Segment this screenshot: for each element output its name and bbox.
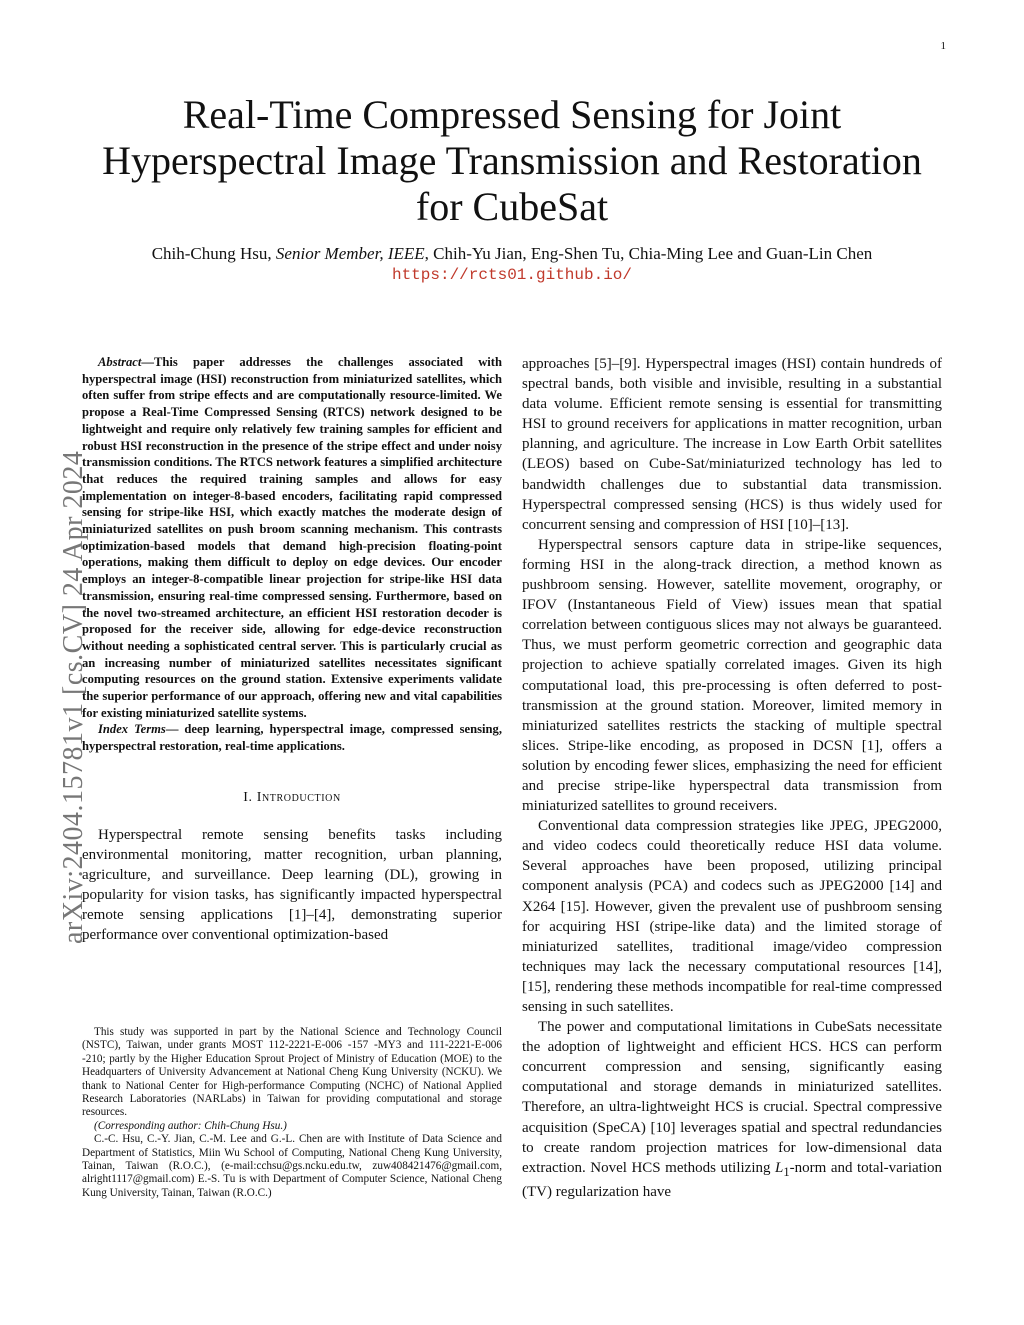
author-first: Chih-Chung Hsu, bbox=[151, 244, 276, 263]
right-column bbox=[522, 354, 942, 1202]
section-title: Introduction bbox=[256, 789, 341, 805]
abstract-text: —This paper addresses the challenges associated with hyperspectral image (HSI) reconstruction from miniaturized satellites, which often suffer from stripe effects and are computationally resource-limited. We propose a Real-Time Compressed Sensing (RTCS) network designed to be lightweight and require only relatively few training samples for efficient and robust HSI reconstruction in the presence of the stripe effect and under noisy transmission conditions. The RTCS network features a simplified architecture that reduces the required training samples and allows for easy implementation on integer-8-based encoders, facilitating rapid compressed sensing for stripe-like HSI, which exactly matches the moderate design of miniaturized satellites on push broom scanning mechanism. This contrasts optimization-based models that demand high-precision floating-point operations, making them difficult to deploy on edge devices. Our encoder employs an integer-8-compatible linear projection for stripe-like HSI data transmission, ensuring real-time compressed sensing. Furthermore, based on the novel two-streamed architecture, an efficient HSI restoration decoder is proposed for the receiver side, allowing for edge-device reconstruction without needing a sophisticated central server. This is particularly crucial as an increasing number of miniaturized satellites necessitates significant computing resources on the ground station. Extensive experiments validate the superior performance of our approach, offering new and vital capabilities for existing miniaturized satellite systems. bbox=[82, 355, 502, 720]
p4-tail: -norm and total-variation (TV) regularization have bbox=[522, 1159, 942, 1200]
author-list bbox=[60, 244, 964, 264]
body-paragraph-1: approaches [5]–[9]. Hyperspectral images (HSI) contain hundreds of spectral bands, both visible and invisible, resulting in a substantial data volume. Efficient remote sensing is essential for transmitting HSI to ground receivers for applications in matter recognition, urban planning, and agriculture. The increase in Low Earth Orbit satellites (LEOS) based on Cube-Sat/miniaturized technology has led to bandwidth challenges due to substantial data transmission. Hyperspectral compressed sensing (HCS) is thus widely used for concurrent sensing and compression of HSI [10]–[13]. bbox=[522, 356, 942, 533]
abstract bbox=[82, 354, 502, 721]
body-paragraph-2: Hyperspectral sensors capture data in stripe-like sequences, forming HSI in the along-track direction, a method known as pushbroom sensing. However, satellite movement, orography, or IFOV (Instantaneous Field of View) issues mean that spatial correlation between contiguous slices may not always be guaranteed. Thus, we must perform geometric correction and geographic data projection to achieve spatially correlated images. Given its high computational load, this pre-processing is often deferred to post-transmission at the ground station. Moreover, limited memory in miniaturized satellites restricts the stacking of multiple spectral slices. Stripe-like encoding, as proposed in DCSN [1], offers a solution by encoding fewer slices, emphasizing the need for efficient and precise stripe-like hyperspectral data transmission from miniaturized satellites to ground receivers. bbox=[522, 536, 942, 815]
project-url[interactable]: https://rcts01.github.io/ bbox=[391, 266, 633, 284]
section-heading bbox=[82, 788, 502, 808]
paper-title: Real-Time Compressed Sensing for Joint Hyperspectral Image Transmission and Restoration for CubeSat bbox=[102, 92, 922, 229]
author-role: Senior Member, IEEE bbox=[275, 244, 425, 263]
funding-note: This study was supported in part by the National Science and Technology Council (NSTC), Taiwan, under grants MOST 112-2221-E-006 -157 -MY3 and 111-2221-E-006 -210; partly by the Higher Education Sprout Project of Ministry of Education (MOE) to the Headquarters of University Advancement at National Cheng Kung University (NCKU). We thank to National Center for High-performance Computing (NCHC) of National Applied Research Laboratories (NARLabs) in Taiwan for providing computational and storage resources. bbox=[82, 1026, 502, 1119]
page-number: 1 bbox=[940, 40, 946, 52]
section-number: I. bbox=[243, 789, 257, 805]
author-rest: , Chih-Yu Jian, Eng-Shen Tu, Chia-Ming Lee and Guan-Lin Chen bbox=[424, 244, 873, 263]
affiliation-note: C.-C. Hsu, C.-Y. Jian, C.-M. Lee and G.-L. Chen are with Institute of Data Science and Department of Statistics, Miin Wu School of Computing, National Cheng Kung University, Tainan, Taiwan (R.O.C.), (e-mail:cchsu@gs.ncku.edu.tw, zuw408421476@gmail.com, alright1117@gmail.com) E.-S. Tu is with Department of Computer Science, National Cheng Kung University, Tainan, Taiwan (R.O.C.) bbox=[82, 1133, 502, 1199]
index-terms bbox=[82, 721, 502, 754]
intro-paragraph: Hyperspectral remote sensing benefits tasks including environmental monitoring, matter recognition, urban planning, agriculture, and surveillance. Deep learning (DL), growing in popularity for vision tasks, has significantly impacted hyperspectral remote sensing applications [1]–[4], demonstrating superior performance over conventional optimization-based bbox=[82, 826, 502, 944]
body-paragraph-3: Conventional data compression strategies like JPEG, JPEG2000, and video codecs could theoretically reduce HSI data volume. Several approaches have been proposed, utilizing principal component analysis (PCA) and codecs such as JPEG2000 [14] and X264 [15]. However, given the prevalent use of pushbroom sensing for acquiring HSI (stripe-like data) and the limited storage of miniaturized satellites, traditional image/video compression techniques may lack the necessary computational resources [14], [15], rendering these methods incompatible for real-time compressed sensing in such satellites. bbox=[522, 818, 942, 1015]
corresponding-author-note: (Corresponding author: Chih-Chung Hsu.) bbox=[94, 1119, 287, 1132]
index-terms-text: — deep learning, hyperspectral image, compressed sensing, hyperspectral restoration, real-time applications. bbox=[82, 722, 502, 754]
index-terms-lead: Index Terms bbox=[98, 722, 166, 737]
abstract-lead: Abstract bbox=[98, 355, 142, 369]
p4-text: The power and computational limitations in CubeSats necessitate the adoption of lightweight and efficient HCS. HCS can perform concurrent compression and sensing, significantly easing computational and storage demands in miniaturized satellites. Therefore, an ultra-lightweight HCS is crucial. Spectral compressive acquisition (SpeCA) [10] leverages spatial and spectral redundancies to create random projection matrices for low-dimensional data extraction. Novel HCS methods utilizing bbox=[522, 1019, 942, 1176]
left-column bbox=[82, 354, 502, 946]
arxiv-stamp: arXiv:2404.15781v1 [cs.CV] 24 Apr 2024 bbox=[58, 450, 89, 944]
l1-subscript: 1 bbox=[783, 1164, 790, 1179]
l1-math: L bbox=[775, 1159, 784, 1176]
body-paragraph-4 bbox=[522, 1017, 942, 1202]
footnotes bbox=[82, 1026, 502, 1200]
